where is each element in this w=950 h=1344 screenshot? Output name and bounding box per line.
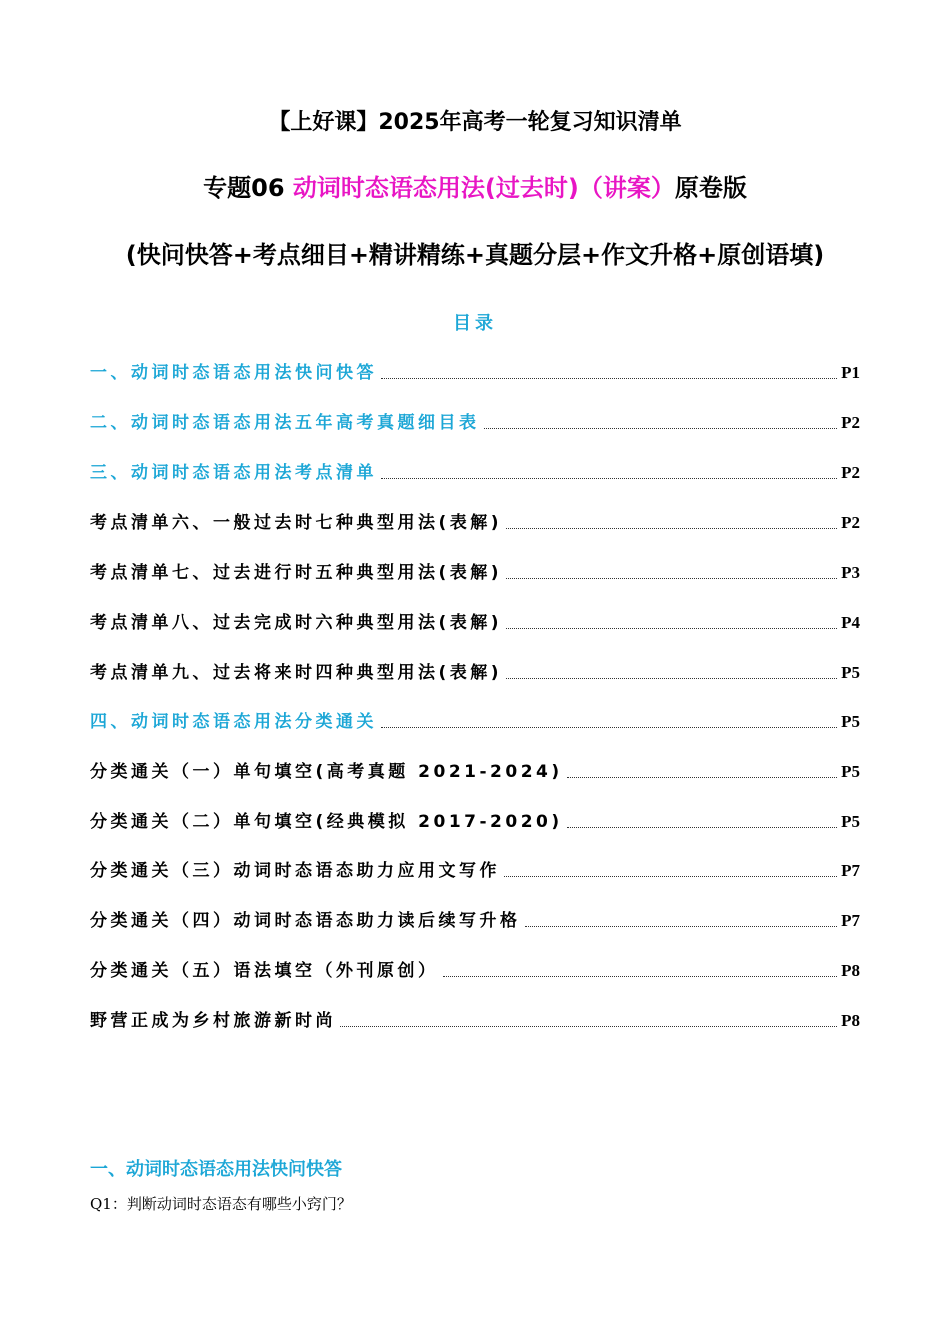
toc-item-page: P5: [841, 663, 860, 682]
toc-item-page: P5: [841, 762, 860, 781]
toc-item-page: P2: [841, 513, 860, 532]
subtitle-prefix: 专题06: [203, 174, 293, 202]
toc-item-label: 野营正成为乡村旅游新时尚: [90, 1011, 336, 1031]
toc-item-page: P8: [841, 1011, 860, 1030]
toc-item-label: 二、动词时态语态用法五年高考真题细目表: [90, 413, 480, 433]
toc-item[interactable]: [90, 357, 860, 383]
toc-leader-dots: [567, 776, 837, 778]
toc-item-label: 一、动词时态语态用法快问快答: [90, 363, 377, 383]
toc-heading: 目录: [453, 313, 497, 334]
subtitle-suffix: 原卷版: [674, 174, 747, 202]
question-text: Q1：判断动词时态语态有哪些小窍门？: [90, 1195, 352, 1213]
toc-item-label: 分类通关（四）动词时态语态助力读后续写升格: [90, 911, 521, 931]
toc-item-page: P5: [841, 812, 860, 831]
toc-item[interactable]: [90, 657, 860, 683]
toc-item[interactable]: [90, 407, 860, 433]
toc-item-label: 分类通关（二）单句填空(经典模拟 2017-2020): [90, 812, 563, 832]
toc-item[interactable]: [90, 1005, 860, 1031]
toc-item[interactable]: [90, 905, 860, 931]
toc-leader-dots: [525, 925, 838, 927]
toc-leader-dots: [381, 377, 837, 379]
toc-item[interactable]: [90, 507, 860, 533]
toc-item-label: 分类通关（一）单句填空(高考真题 2021-2024): [90, 762, 563, 782]
toc-item[interactable]: [90, 955, 860, 981]
toc-item-page: P7: [841, 911, 860, 930]
toc-leader-dots: [381, 726, 837, 728]
toc-item-label: 分类通关（三）动词时态语态助力应用文写作: [90, 861, 500, 881]
toc-leader-dots: [443, 975, 838, 977]
toc-item-page: P4: [841, 613, 860, 632]
toc-leader-dots: [506, 527, 837, 529]
toc-item[interactable]: [90, 607, 860, 633]
document-subtitle: [0, 171, 950, 205]
toc-item-page: P2: [841, 463, 860, 482]
toc-leader-dots: [484, 427, 838, 429]
toc-item-page: P1: [841, 363, 860, 382]
toc-leader-dots: [567, 826, 837, 828]
toc-item-page: P2: [841, 413, 860, 432]
toc-item-label: 考点清单六、一般过去时七种典型用法(表解): [90, 513, 503, 533]
subtitle-topic: 动词时态语态用法(过去时)（讲案）: [292, 174, 675, 202]
toc-item-label: 考点清单七、过去进行时五种典型用法(表解): [90, 563, 503, 583]
toc-leader-dots: [506, 627, 837, 629]
toc-item-page: P7: [841, 861, 860, 880]
toc-leader-dots: [506, 677, 837, 679]
toc-item-label: 考点清单八、过去完成时六种典型用法(表解): [90, 613, 503, 633]
toc-item-label: 四、动词时态语态用法分类通关: [90, 712, 377, 732]
toc-item[interactable]: [90, 855, 860, 881]
toc-item[interactable]: [90, 706, 860, 732]
document-contents-summary: (快问快答+考点细目+精讲精练+真题分层+作文升格+原创语填): [125, 241, 825, 269]
toc-item-page: P8: [841, 961, 860, 980]
toc-item-page: P5: [841, 712, 860, 731]
toc-item[interactable]: [90, 457, 860, 483]
toc-item-label: 分类通关（五）语法填空（外刊原创）: [90, 961, 439, 981]
toc-item-page: P3: [841, 563, 860, 582]
toc-leader-dots: [340, 1025, 837, 1027]
toc-item[interactable]: [90, 756, 860, 782]
toc-item[interactable]: [90, 806, 860, 832]
section-heading: 一、动词时态语态用法快问快答: [90, 1159, 342, 1180]
toc-item-label: 考点清单九、过去将来时四种典型用法(表解): [90, 663, 503, 683]
toc-leader-dots: [504, 875, 837, 877]
toc-item[interactable]: [90, 557, 860, 583]
toc-leader-dots: [381, 477, 837, 479]
document-title: 【上好课】2025年高考一轮复习知识清单: [268, 110, 682, 135]
toc-leader-dots: [506, 577, 837, 579]
toc-item-label: 三、动词时态语态用法考点清单: [90, 463, 377, 483]
